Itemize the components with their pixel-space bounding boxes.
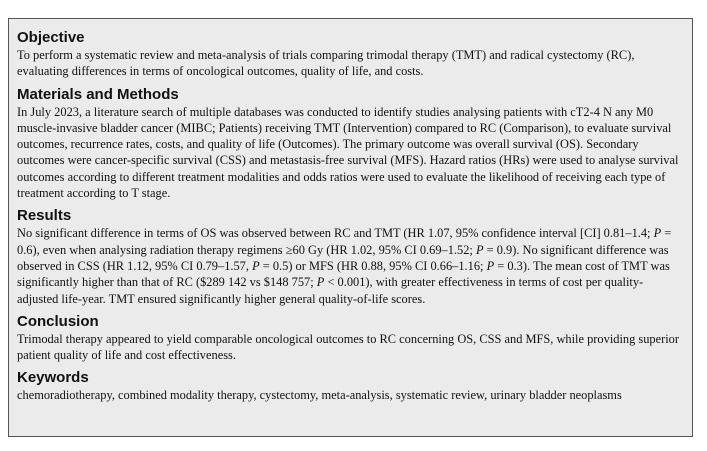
objective-heading: Objective <box>17 29 85 46</box>
results-text-part: = 0.3). The mean cost of TMT was significantly higher than that of RC ($289 142 vs $148 757; <box>17 258 670 290</box>
conclusion-section <box>17 313 682 364</box>
keywords-text: chemoradiotherapy, combined modality therapy, cystectomy, meta-analysis, systematic review, urinary bladder neoplasms <box>17 388 622 403</box>
results-section <box>17 207 682 306</box>
p-value-label: P <box>486 258 495 273</box>
abstract-box <box>8 18 693 437</box>
objective-text: To perform a systematic review and meta-analysis of trials comparing trimodal therapy (TMT) and radical cystectomy (RC), evaluating differences in terms of oncological outcomes, quality of life, and costs. <box>17 48 635 79</box>
keywords-heading: Keywords <box>17 369 89 387</box>
keywords-section <box>17 369 682 403</box>
results-heading: Results <box>17 207 72 225</box>
conclusion-text: Trimodal therapy appeared to yield comparable oncological outcomes to RC concerning OS, CSS and MFS, while providing superior patient quality of life and cost effectiveness. <box>17 331 679 363</box>
materials-methods-heading: Materials and Methods <box>17 85 179 103</box>
materials-methods-text: In July 2023, a literature search of multiple databases was conducted to identify studies analysing patients with cT2-4 N any M0 muscle-invasive bladder cancer (MIBC; Patients) receiving TMT (Intervention) compared to RC (Comparison), to evaluate survival outcomes, recurrence rates, costs, and quality of life (Outcomes). The primary outcome was overall survival (OS). Secondary outcomes were cancer-specific survival (CSS) and metastasis-free survival (MFS). Hazard ratios (HRs) were used to analyse survival outcomes according to different treatment modalities and odds ratios were used to evaluate the likelihood of receiving each type of treatment according to T stage. <box>17 104 679 201</box>
p-value-label: P <box>252 258 260 273</box>
p-value-label: P <box>653 226 662 241</box>
results-text <box>17 225 682 306</box>
p-value-label: P <box>316 275 325 290</box>
materials-methods-section <box>17 86 682 202</box>
results-text-part: = 0.9). No significant difference was observed in CSS (HR 1.12, 95% CI 0.79–1.57, <box>17 242 669 273</box>
results-text-part: No significant difference in terms of OS was observed between RC and TMT (HR 1.07, 95% confidence interval [CI] 0.81–1.4; <box>17 226 654 241</box>
conclusion-heading: Conclusion <box>17 312 99 330</box>
p-value-label: P <box>475 242 484 257</box>
objective-section <box>17 29 682 80</box>
results-text-part: = 0.6), even when analysing radiation therapy regimens ≥60 Gy (HR 1.02, 95% CI 0.69–1.52; <box>17 226 672 257</box>
results-text-part: < 0.001), with greater effectiveness in terms of cost per quality-adjusted life-year. TMT ensured significantly higher general quality-of-life scores. <box>17 275 644 306</box>
results-text-part: = 0.5) or MFS (HR 0.88, 95% CI 0.66–1.16; <box>259 258 487 273</box>
